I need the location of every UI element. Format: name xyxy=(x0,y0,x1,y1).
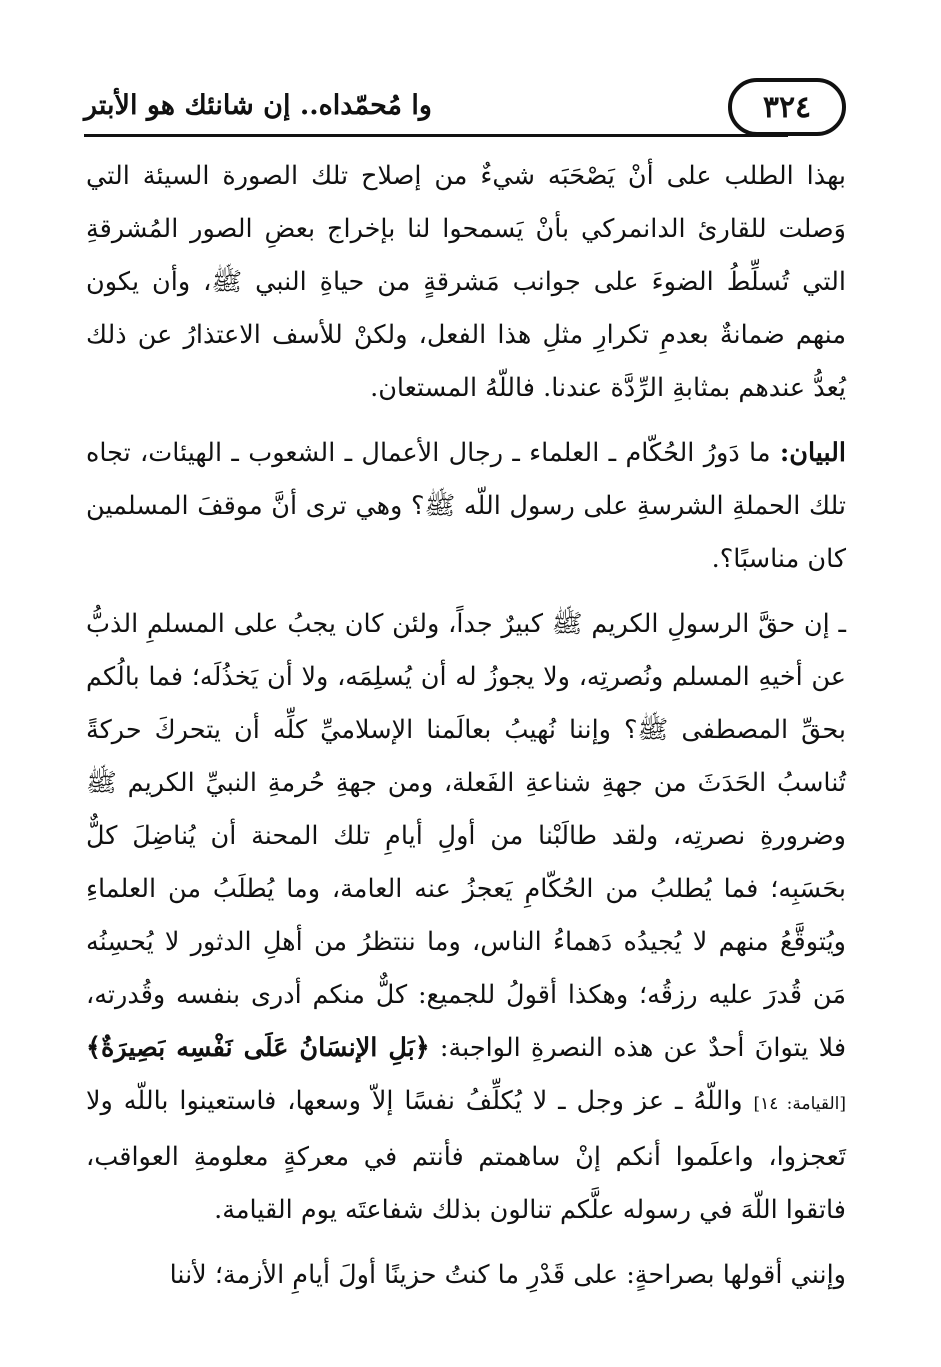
page-number: ٣٢٤ xyxy=(728,78,846,136)
speaker-label: البيان: xyxy=(779,438,846,468)
paragraph-1: بهذا الطلب على أنْ يَصْحَبَه شيءٌ من إصلاح تلك الصورة السيئة التي وَصلت للقارئ الدانمركي بأنْ يَسمحوا لنا بإخراج بعضِ الصور المُشرقةِ التي تُسلِّطُ الضوءَ على جوانب مَشرقةٍ من حياةِ النبي ﷺ، وأن يكون منهم ضمانةٌ بعدمِ تكرارِ مثلِ هذا الفعل، ولكنْ للأسف الاعتذارُ عن ذلك يُعدُّ عندهم بمثابةِ الرِّدَّة عندنا. فاللّهُ المستعان. xyxy=(86,161,846,403)
running-title: وا مُحمّداه.. إن شانئك هو الأبتر xyxy=(84,90,432,121)
header-rule xyxy=(84,134,788,137)
answer-text: ـ إن حقَّ الرسولِ الكريم ﷺ كبيرٌ جداً، ولئن كان يجبُ على المسلمِ الذبُّ عن أخيهِ المسلم ونُصرتِه، ولا يجوزُ له أن يُسلِمَه، ولا أن يَخذُلَه؛ فما بالُكم بحقِّ المصطفى ﷺ؟ وإننا نُهيبُ بعالَمنا الإسلاميِّ كلِّه أن يتحركَ حركةً تُناسبُ الحَدَثَ من جهةِ شناعةِ الفَعلة، ومن جهةِ حُرمةِ النبيِّ الكريم ﷺ وضرورةِ نصرتِه، ولقد طالَبْنا من أولِ أيامِ تلك المحنة أن يُناضِلَ كلٌّ بحَسَبِه؛ فما يُطلبُ من الحُكّامِ يَعجزُ عنه العامة، وما يُطلَبُ من العلماءِ ويُتوقَّعُ منهم لا يُجيدُه دَهماءُ الناس، وما ننتظرُ من أهلِ الدثور لا يُحسِنُه مَن قُدرَ عليه رزقُه؛ وهكذا أقولُ للجميع: كلٌّ منكم أدرى بنفسه وقُدرته، فلا يتوانَ أحدٌ عن هذه النصرةِ الواجبة: xyxy=(86,609,847,1063)
quran-verse: ﴿بَلِ الإنسَانُ عَلَى نَفْسِه بَصِيرَةٌ﴾ xyxy=(86,1033,430,1063)
paragraph-question xyxy=(86,427,846,586)
verse-reference: [القيامة: ١٤] xyxy=(753,1094,847,1114)
paragraph-last: وإنني أقولها بصراحةٍ: على قَدْرِ ما كنتُ حزينًا أولَ أيامِ الأزمة؛ لأننا xyxy=(169,1260,846,1290)
page-body xyxy=(86,150,846,1302)
page-header xyxy=(84,78,846,140)
paragraph-answer xyxy=(86,598,846,1237)
question-text: ما دَورُ الحُكّام ـ العلماء ـ رجال الأعمال ـ الشعوب ـ الهيئات، تجاه تلك الحملةِ الشرسةِ على رسول اللّه ﷺ؟ وهي ترى أنَّ موقفَ المسلمين كان مناسبًا؟. xyxy=(86,438,846,574)
answer-text-end: واللّهُ ـ عز وجل ـ لا يُكلِّفُ نفسًا إلاّ وسعها، فاستعينوا باللّه ولا تَعجزوا، واعلَموا أنكم إنْ ساهمتم فأنتم في معركةٍ معلومةِ العواقب، فاتقوا اللّهَ في رسوله علَّكم تنالون بذلك شفاعتَه يوم القيامة. xyxy=(86,1086,846,1225)
